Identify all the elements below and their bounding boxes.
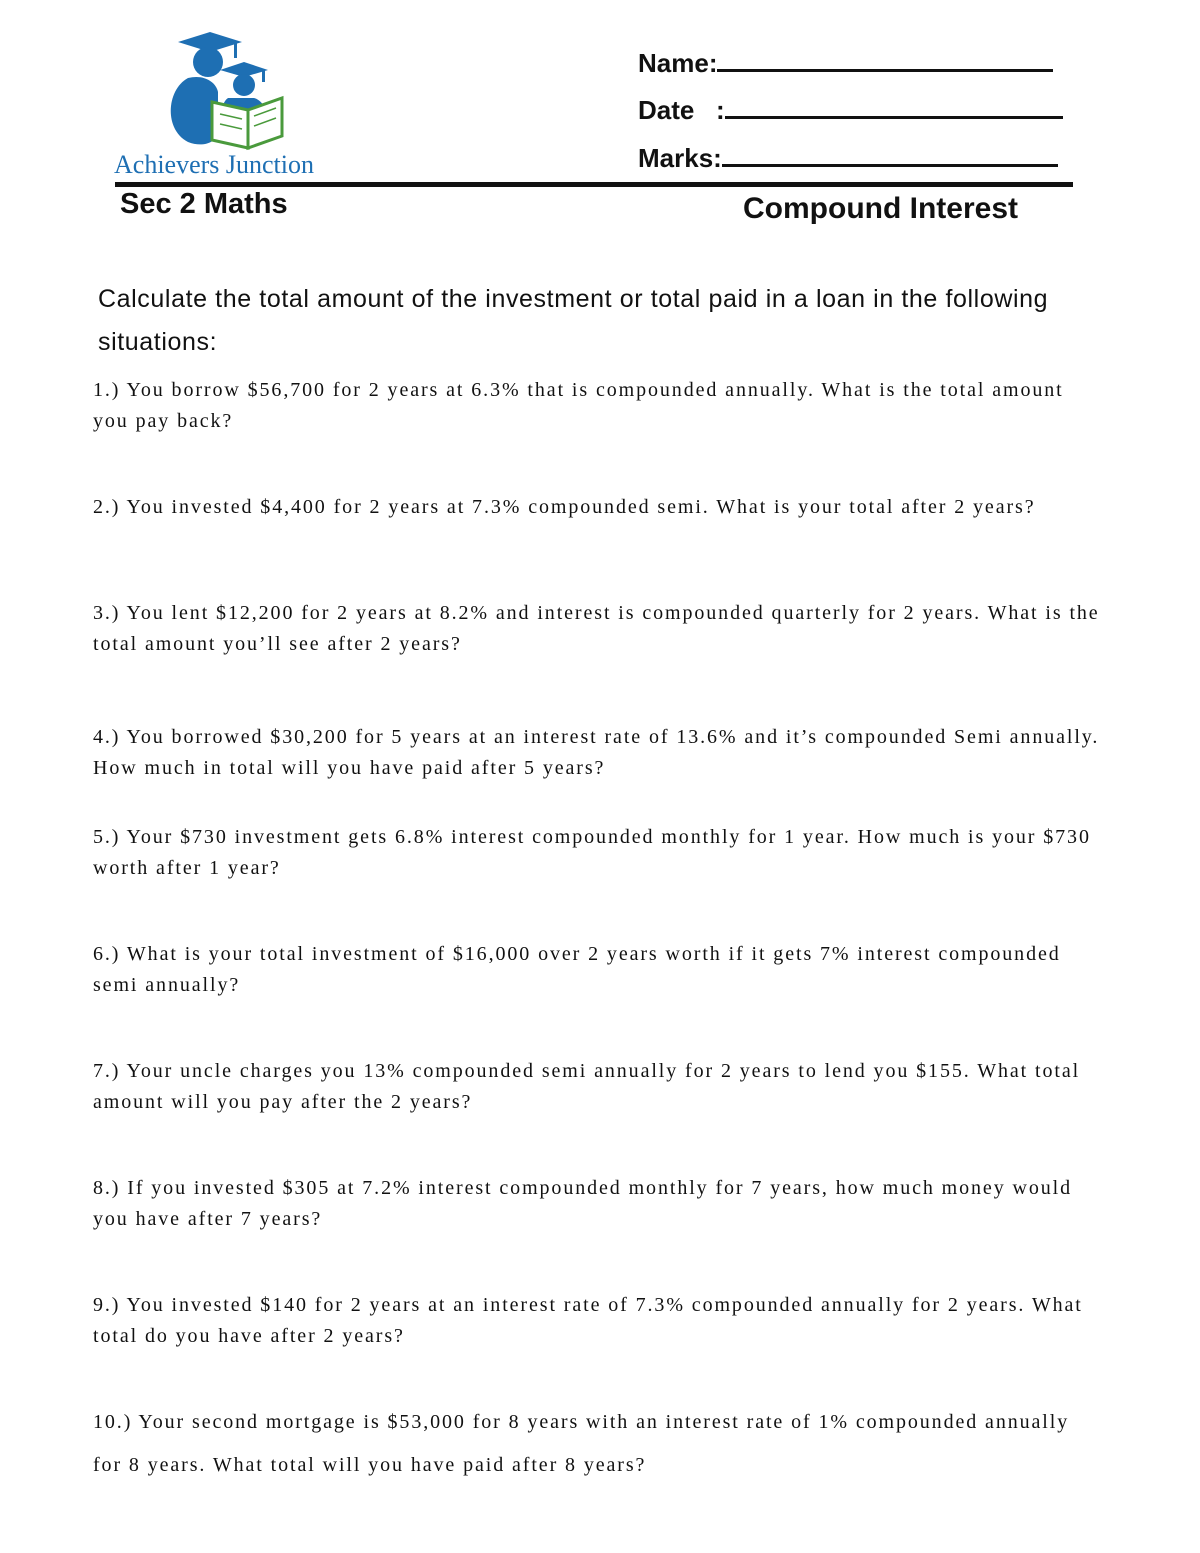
question-9: 9.) You invested $140 for 2 years at an interest rate of 7.3% compounded annually for 2 years. What total do you have after 2 years? xyxy=(93,1294,1083,1347)
marks-field[interactable] xyxy=(638,143,1058,174)
date-blank[interactable] xyxy=(725,96,1063,119)
date-field[interactable] xyxy=(638,95,1063,126)
instructions: Calculate the total amount of the investment or total paid in a loan in the following situations: xyxy=(98,285,1049,356)
graduates-reading-icon xyxy=(158,30,288,155)
question-5: 5.) Your $730 investment gets 6.8% interest compounded monthly for 1 year. How much is your $730 worth after 1 year? xyxy=(93,826,1091,879)
name-field[interactable] xyxy=(638,48,1053,79)
brand-name: Achievers Junction xyxy=(114,150,315,179)
name-label: Name: xyxy=(638,48,718,78)
name-blank[interactable] xyxy=(717,49,1053,72)
question-10: 10.) Your second mortgage is $53,000 for 8 years with an interest rate of 1% compounded annually for 8 years. What total will you have paid after 8 years? xyxy=(93,1411,1070,1476)
question-6: 6.) What is your total investment of $16,000 over 2 years worth if it gets 7% interest compounded semi annually? xyxy=(93,943,1061,996)
question-1: 1.) You borrow $56,700 for 2 years at 6.3% that is compounded annually. What is the total amount you pay back? xyxy=(93,379,1064,432)
question-4: 4.) You borrowed $30,200 for 5 years at an interest rate of 13.6% and it’s compounded Semi annually. How much in total will you have paid after 5 years? xyxy=(93,726,1100,779)
question-7: 7.) Your uncle charges you 13% compounded semi annually for 2 years to lend you $155. What total amount will you pay after the 2 years? xyxy=(93,1060,1081,1113)
question-3: 3.) You lent $12,200 for 2 years at 8.2% and interest is compounded quarterly for 2 years. What is the total amount you’ll see after 2 years? xyxy=(93,602,1100,655)
topic-title: Compound Interest xyxy=(743,192,1018,225)
marks-blank[interactable] xyxy=(722,144,1058,167)
subject-title: Sec 2 Maths xyxy=(120,188,288,220)
date-label: Date : xyxy=(638,95,725,125)
question-2: 2.) You invested $4,400 for 2 years at 7.3% compounded semi. What is your total after 2 years? xyxy=(93,496,1036,518)
question-8: 8.) If you invested $305 at 7.2% interest compounded monthly for 7 years, how much money would you have after 7 years? xyxy=(93,1177,1072,1230)
achievers-junction-logo xyxy=(108,30,338,180)
header-divider xyxy=(115,182,1073,187)
marks-label: Marks: xyxy=(638,143,722,173)
